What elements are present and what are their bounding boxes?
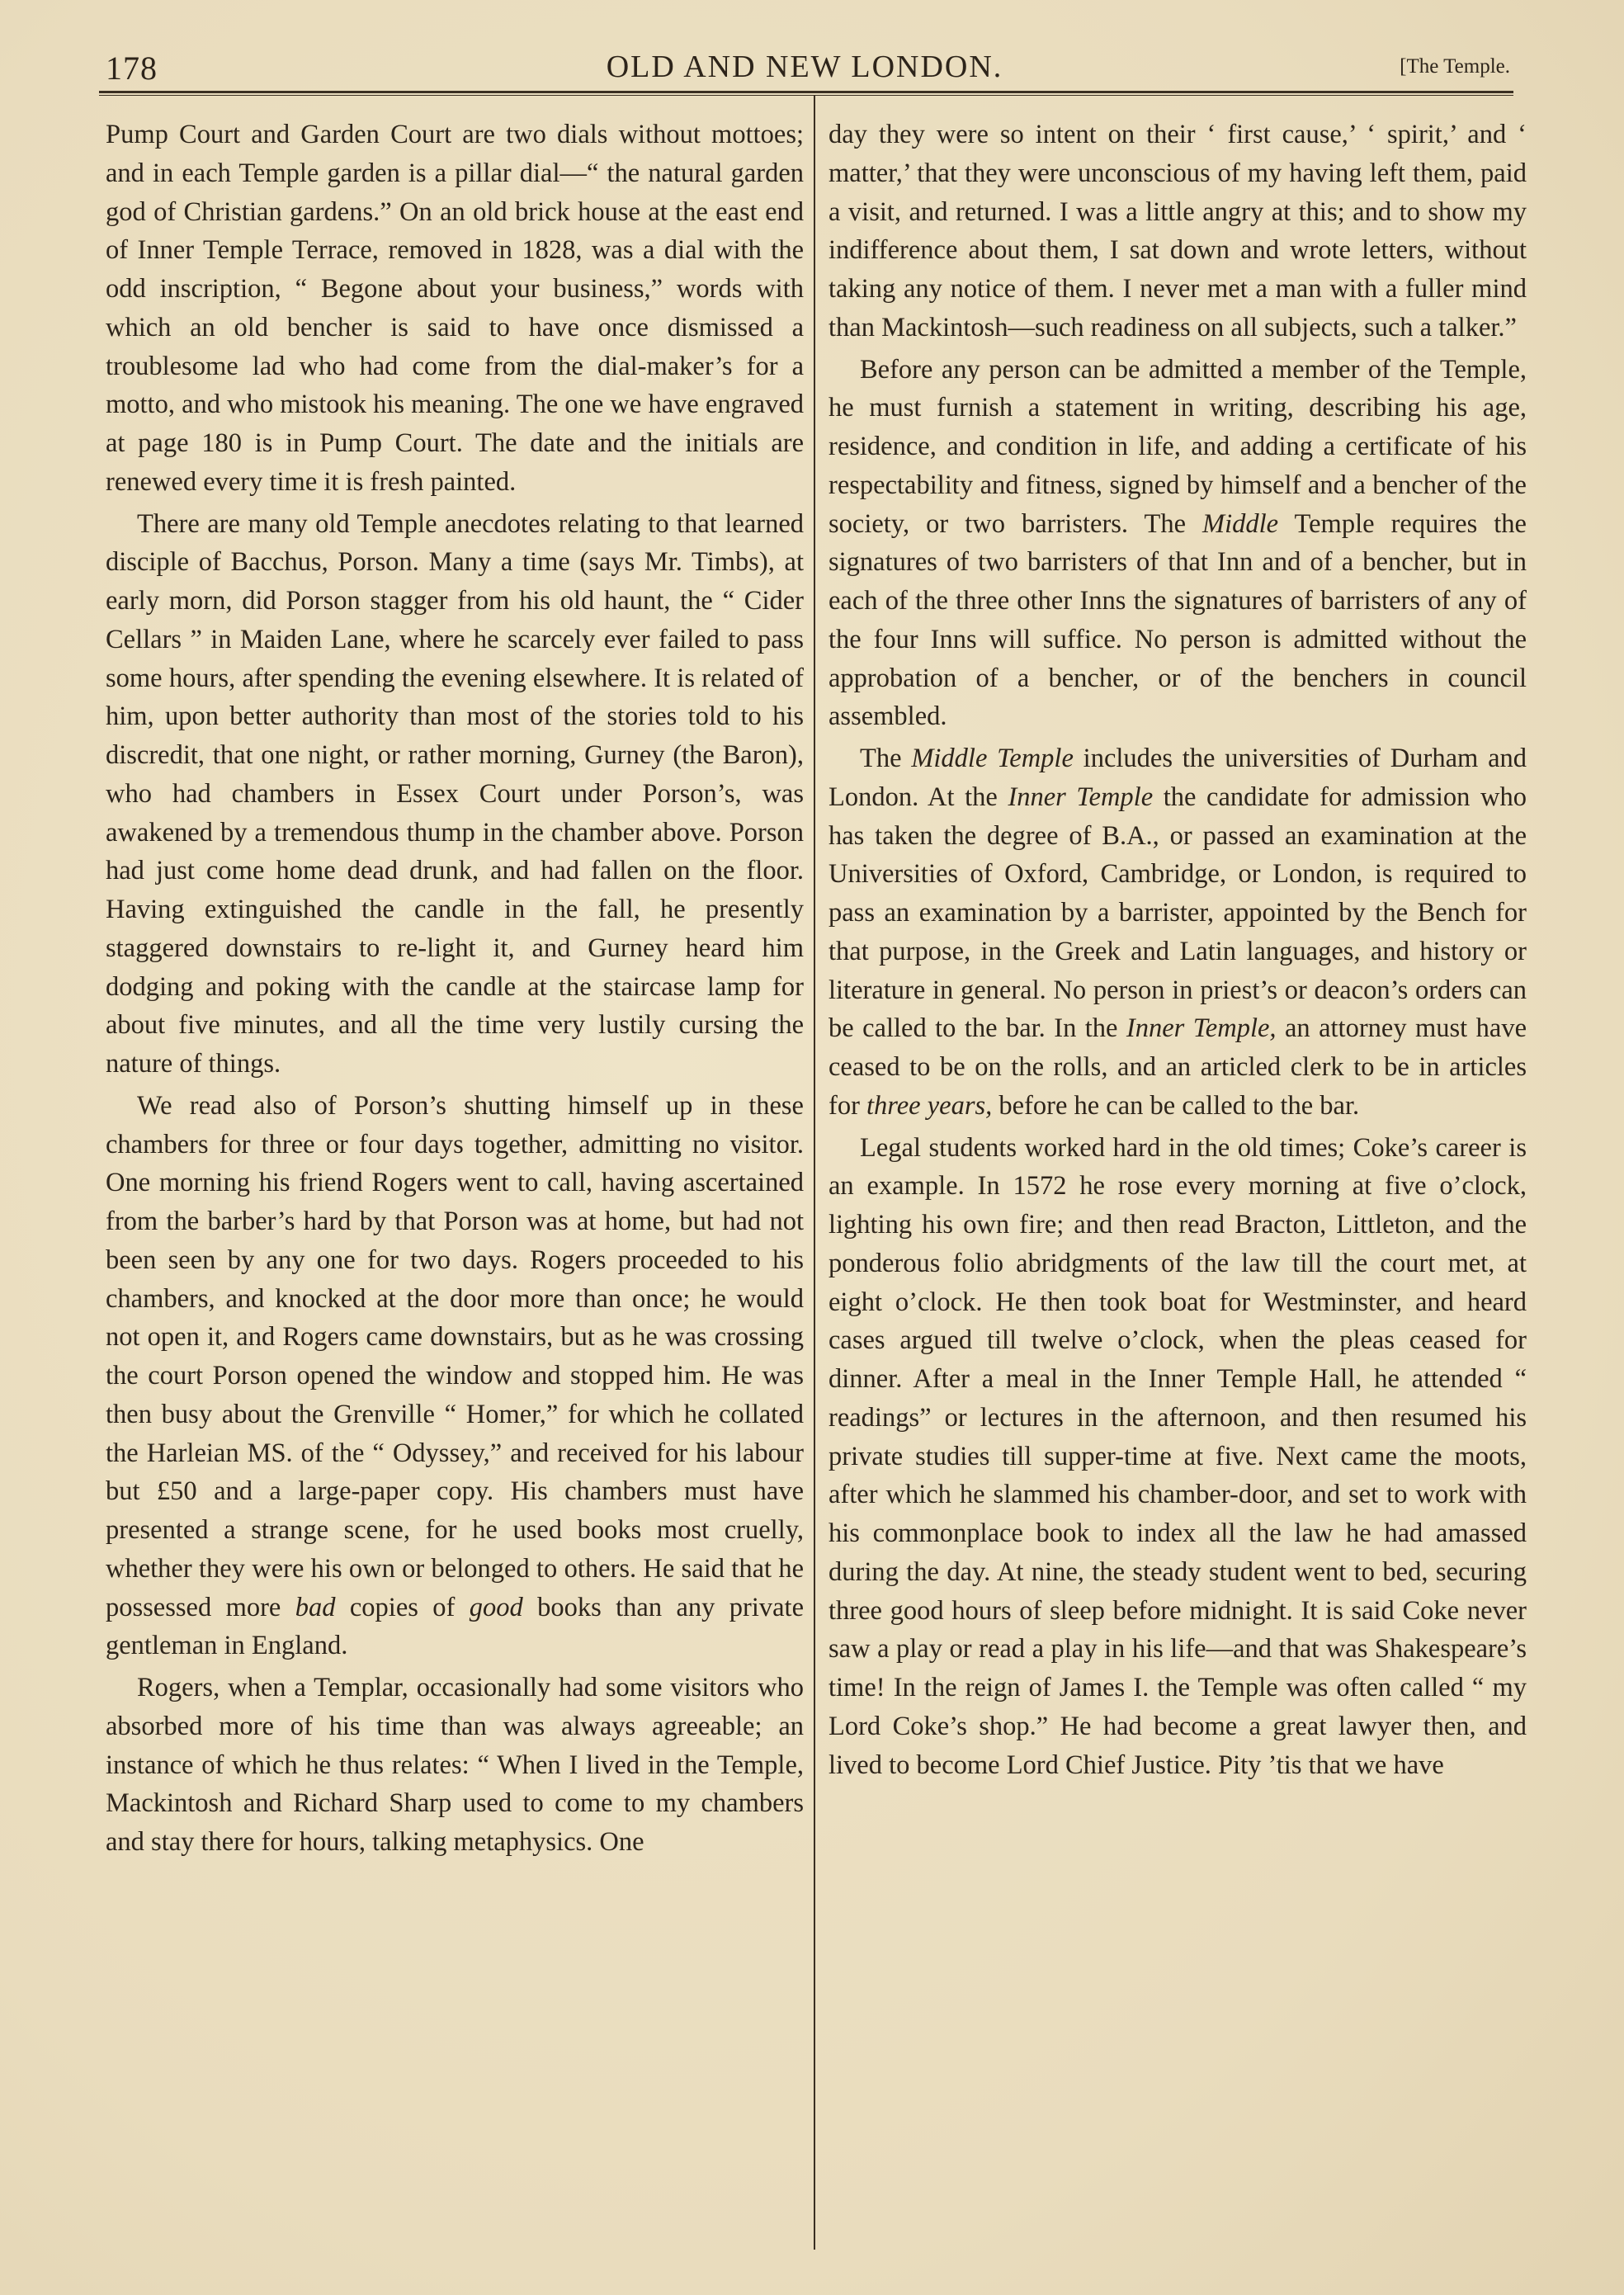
italic-text: Inner Temple bbox=[1008, 782, 1154, 812]
text-run: Before any person can be admitted a member of the Temple, he must furnish a statement in writing, describing his age, residence, and condition in life, and adding a certificate of his respectability and fitness, signed by himself and a bencher of the society, or two barristers. The bbox=[829, 354, 1527, 539]
text-run: before he can be called to the bar. bbox=[992, 1090, 1360, 1121]
paragraph-admission bbox=[829, 351, 1527, 737]
italic-text: Middle bbox=[1202, 508, 1279, 539]
page-header bbox=[99, 45, 1510, 87]
text-run: copies of bbox=[335, 1592, 470, 1622]
paragraph-coke-career: Legal students worked hard in the old times; Coke’s career is an example. In 1572 he rose every morning at five o’clock, lighting his own fire; and then read Bracton, Littleton, and the ponderous folio abridgments of the law till the court met, at eight o’clock. He then took boat for Westminster, and heard cases argued till twelve o’clock, when the pleas ceased for dinner. After a meal in the Inner Temple Hall, he attended “ readings” or lectures in the afternoon, and then resumed his private studies till supper-time at five. Next came the moots, after which he slammed his chamber-door, and set to work with his commonplace book to index all the law he had amassed during the day. At nine, the steady student went to bed, securing three good hours of sleep before midnight. It is said Coke never saw a play or read a play in his life—and that was Shakespeare’s time! In the reign of James I. the Temple was often called “ my Lord Coke’s shop.” He had become a great lawyer then, and lived to become Lord Chief Justice. Pity ’tis that we have bbox=[829, 1132, 1527, 1780]
text-run: Temple requires the signatures of two barristers of that Inn and of a bencher, but in each of the three other Inns the signatures of barristers of any of the four Inns will suffice. No person is admitted without the approbation of a bencher, or of the benchers in council assembled. bbox=[829, 508, 1527, 732]
text-run: an attorney must have ceased to be on the rolls, and an articled clerk to be in articles for bbox=[829, 1013, 1527, 1121]
left-column bbox=[106, 116, 804, 1862]
running-title: OLD AND NEW LONDON. bbox=[606, 50, 1003, 84]
italic-text: Middle Temple bbox=[911, 744, 1074, 773]
paragraph-sundials: Pump Court and Garden Court are two dials without mottoes; and in each Temple garden is a pillar dial—“ the natural garden god of Christian gardens.” On an old brick house at the east end of Inner Temple Terrace, removed in 1828, was a dial with the odd inscription, “ Begone about your business,” words with which an old bencher is said to have once dismissed a troublesome lad who had come from the dial-maker’s for a motto, and who mistook his meaning. The one we have engraved at page 180 is in Pump Court. The date and the initials are renewed every time it is fresh painted. bbox=[106, 120, 805, 497]
page-number: 178 bbox=[106, 50, 158, 87]
paragraph-porson-anecdotes: There are many old Temple anecdotes relating to that learned disciple of Bacchus, Porson. Many a time (says Mr. Timbs), at early morn, did Porson stagger from his old haunt, the “ Cider Cellars ” in Maiden Lane, where he scarcely ever failed to pass some hours, after spending the evening elsewhere. It is related of him, upon better authority than most of the stories told to his discredit, that one night, or rather morning, Gurney (the Baron), who had chambers in Essex Court under Porson’s, was awakened by a tremendous thump in the chamber above. Porson had just come home dead drunk, and had fallen on the floor. Having extinguished the candle in the fall, he presently staggered downstairs to re-light it, and Gurney heard him dodging and poking with the candle at the staircase lamp for about five minutes, and all the time very lustily cursing the nature of things. bbox=[106, 508, 804, 1079]
column-divider bbox=[814, 96, 815, 2250]
italic-text: bad bbox=[295, 1592, 336, 1622]
italic-text: three years, bbox=[866, 1090, 993, 1121]
header-rule bbox=[99, 91, 1513, 93]
header-rule-thin bbox=[99, 95, 1513, 96]
paragraph-porson-chambers bbox=[106, 1087, 804, 1665]
text-run: the candidate for admission who has taken the degree of B.A., or passed an examination at the Universities of Oxford, Cambridge, or London, is required to pass an examination by a barrister, appointed by the Bench for that purpose, in the Greek and Latin languages, and history or literature in general. No person in priest’s or deacon’s orders can be called to the bar. In the bbox=[829, 782, 1527, 1044]
text-run: We read also of Porson’s shutting himself up in these chambers for three or four days together, admitting no visitor. One morning his friend Rogers went to call, having ascertained from the barber’s hard by that Porson was at home, but had not been seen by any one for two days. Rogers proceeded to his chambers, and knocked at the door more than once; he would not open it, and Rogers came downstairs, but as he was crossing the court Porson opened the window and stopped him. He was then busy about the Grenville “ Homer,” for which he collated the Harleian MS. of the “ Odyssey,” and received for his labour but £50 and a large-paper copy. His chambers must have presented a strange scene, for he used books most cruelly, whether they were his own or belonged to others. He said that he possessed more bbox=[106, 1090, 804, 1622]
text-run: includes the universities of Durham and London. At the bbox=[829, 744, 1527, 812]
paragraph-rogers-templar: Rogers, when a Templar, occasionally had some visitors who absorbed more of his time than was always agreeable; an instance of which he thus relates: “ When I lived in the Temple, Mackintosh and Richard Sharp used to come to my chambers and stay there for hours, talking metaphysics. One bbox=[106, 1673, 804, 1857]
italic-text: Inner Temple, bbox=[1126, 1013, 1277, 1044]
italic-text: good bbox=[469, 1592, 523, 1622]
paragraph-mackintosh: day they were so intent on their ‘ first cause,’ ‘ spirit,’ and ‘ matter,’ that they were unconscious of my having left them, paid a visit, and returned. I was a little angry at this; and to show my indifference about them, I sat down and wrote letters, without taking any notice of them. I never met a man with a fuller mind than Mackintosh—such readiness on all subjects, such a talker.” bbox=[829, 120, 1527, 342]
text-run: The bbox=[860, 744, 912, 773]
right-column bbox=[829, 116, 1527, 1784]
paragraph-universities bbox=[829, 739, 1527, 1126]
text-run: books than any private gentleman in England. bbox=[106, 1592, 805, 1661]
section-title: [The Temple. bbox=[1400, 55, 1510, 78]
